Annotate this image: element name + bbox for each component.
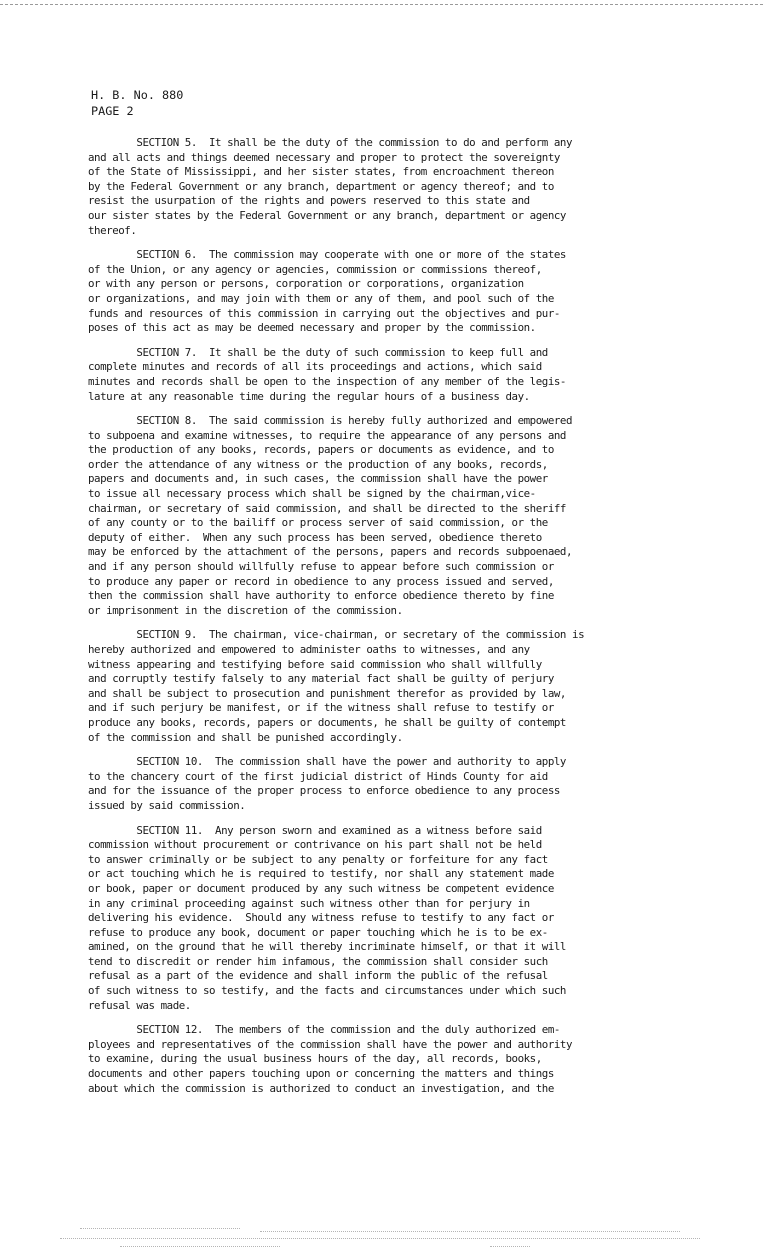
text-line: thereof. <box>88 223 137 237</box>
section-6 <box>88 248 688 336</box>
text-line: SECTION 10. The commission shall have the power and authority to apply <box>88 755 566 769</box>
text-line: complete minutes and records of all its proceedings and actions, which said <box>88 360 542 374</box>
section-10 <box>88 755 688 813</box>
text-line: minutes and records shall be open to the inspection of any member of the legis- <box>88 374 566 388</box>
text-line: SECTION 6. The commission may cooperate with one or more of the states <box>88 248 566 262</box>
text-line: chairman, or secretary of said commission, and shall be directed to the sheriff <box>88 501 566 515</box>
text-line: of the commission and shall be punished accordingly. <box>88 730 403 744</box>
text-line: hereby authorized and empowered to administer oaths to witnesses, and any <box>88 643 530 656</box>
text-line: documents and other papers touching upon or concerning the matters and things <box>88 1067 554 1081</box>
text-line: refusal as a part of the evidence and shall inform the public of the refusal <box>88 969 548 983</box>
text-line: to answer criminally or be subject to any penalty or forfeiture for any fact <box>88 852 548 866</box>
text-line: SECTION 7. It shall be the duty of such commission to keep full and <box>88 345 548 359</box>
text-line: to the chancery court of the first judicial district of Hinds County for aid <box>88 769 548 783</box>
scan-noise-line <box>120 1246 280 1247</box>
text-line: our sister states by the Federal Government or any branch, department or agency <box>88 208 566 222</box>
section-11 <box>88 824 688 1014</box>
text-line: SECTION 8. The said commission is hereby fully authorized and empowered <box>88 414 573 428</box>
text-line: to produce any paper or record in obedience to any process issued and served, <box>88 574 554 588</box>
text-line: ployees and representatives of the commission shall have the power and authority <box>88 1037 573 1051</box>
text-line: tend to discredit or render him infamous, the commission shall consider such <box>88 954 548 968</box>
section-5 <box>88 136 688 238</box>
scan-noise-line <box>60 1238 700 1239</box>
text-line: or book, paper or document produced by any such witness be competent evidence <box>88 881 554 895</box>
text-line: or imprisonment in the discretion of the commission. <box>88 603 403 617</box>
text-line: then the commission shall have authority to enforce obedience thereto by fine <box>88 589 554 603</box>
text-line: and for the issuance of the proper process to enforce obedience to any process <box>88 784 560 798</box>
text-line: and if any person should willfully refuse to appear before such commission or <box>88 560 554 574</box>
text-line: and if such perjury be manifest, or if the witness shall refuse to testify or <box>88 701 554 715</box>
text-line: funds and resources of this commission in carrying out the objectives and pur- <box>88 306 560 320</box>
text-line: witness appearing and testifying before said commission who shall willfully <box>88 657 542 671</box>
text-line: produce any books, records, papers or documents, he shall be guilty of contempt <box>88 715 566 729</box>
text-line: or act touching which he is required to testify, nor shall any statement made <box>88 867 554 881</box>
text-line: resist the usurpation of the rights and powers reserved to this state and <box>88 194 530 208</box>
text-line: refuse to produce any book, document or paper touching which he is to be ex- <box>88 925 548 939</box>
text-line: the production of any books, records, papers or documents as evidence, and to <box>88 443 554 457</box>
text-line: papers and documents and, in such cases, the commission shall have the power <box>88 472 548 486</box>
text-line: by the Federal Government or any branch, department or agency thereof; and to <box>88 179 554 193</box>
text-line: and all acts and things deemed necessary and proper to protect the sovereignty <box>88 150 560 164</box>
text-line: of such witness to so testify, and the facts and circumstances under which such <box>88 984 566 998</box>
text-line: in any criminal proceeding against such witness other than for perjury in <box>88 896 530 910</box>
page-header <box>91 88 183 119</box>
scan-noise-line <box>490 1246 530 1247</box>
text-line: of any county or to the bailiff or process server of said commission, or the <box>88 516 548 530</box>
section-9 <box>88 628 688 745</box>
text-line: order the attendance of any witness or the production of any books, records, <box>88 457 548 471</box>
text-line: refusal was made. <box>88 998 191 1012</box>
text-line: poses of this act as may be deemed necessary and proper by the commission. <box>88 321 536 335</box>
text-line: SECTION 5. It shall be the duty of the commission to do and perform any <box>88 136 573 149</box>
text-line: and corruptly testify falsely to any material fact shall be guilty of perjury <box>88 672 554 686</box>
text-line: to examine, during the usual business hours of the day, all records, books, <box>88 1052 542 1066</box>
section-12 <box>88 1023 688 1096</box>
text-line: about which the commission is authorized to conduct an investigation, and the <box>88 1081 554 1095</box>
text-line: to issue all necessary process which shall be signed by the chairman,vice- <box>88 487 536 501</box>
text-line: to subpoena and examine witnesses, to require the appearance of any persons and <box>88 428 566 442</box>
text-line: SECTION 9. The chairman, vice-chairman, or secretary of the commission is <box>88 628 585 642</box>
scan-noise-line <box>260 1231 680 1232</box>
text-line: or with any person or persons, corporation or corporations, organization <box>88 277 524 291</box>
text-line: or organizations, and may join with them or any of them, and pool such of the <box>88 291 554 305</box>
text-line: of the State of Mississippi, and her sister states, from encroachment thereon <box>88 165 554 179</box>
section-8 <box>88 414 688 618</box>
text-line: deputy of either. When any such process has been served, obedience thereto <box>88 530 542 544</box>
text-line: may be enforced by the attachment of the persons, papers and records subpoenaed, <box>88 545 573 559</box>
text-line: issued by said commission. <box>88 798 246 812</box>
text-line: and shall be subject to prosecution and punishment therefor as provided by law, <box>88 686 566 700</box>
page-label: PAGE 2 <box>91 103 134 118</box>
text-line: delivering his evidence. Should any witness refuse to testify to any fact or <box>88 911 554 925</box>
scan-artifact-footer <box>60 1222 723 1252</box>
top-dashed-rule <box>0 4 763 5</box>
text-line: SECTION 11. Any person sworn and examined as a witness before said <box>88 823 542 837</box>
text-line: amined, on the ground that he will thereby incriminate himself, or that it will <box>88 940 566 954</box>
section-7 <box>88 346 688 404</box>
text-line: commission without procurement or contrivance on his part shall not be held <box>88 838 542 852</box>
text-line: lature at any reasonable time during the regular hours of a business day. <box>88 389 530 403</box>
scan-noise-line <box>80 1228 240 1229</box>
text-line: of the Union, or any agency or agencies, commission or commissions thereof, <box>88 262 542 276</box>
text-line: SECTION 12. The members of the commission and the duly authorized em- <box>88 1023 560 1037</box>
bill-number: H. B. No. 880 <box>91 88 184 102</box>
document-body <box>88 136 688 1106</box>
